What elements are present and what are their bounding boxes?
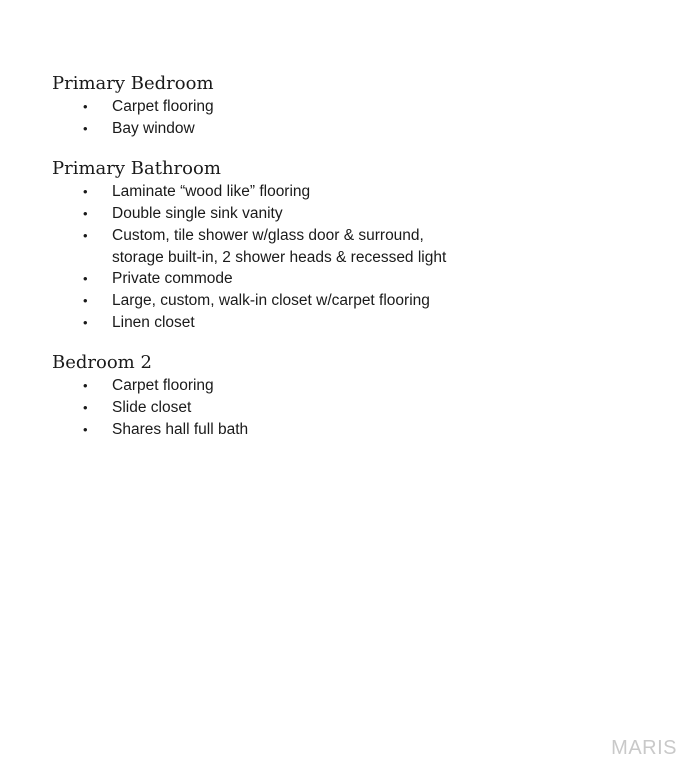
bullet-icon: • [83,400,88,416]
section-title: Primary Bathroom [52,158,221,180]
list-item: • Laminate “wood like” flooring [52,181,652,203]
bullet-icon: • [83,314,88,330]
section-title: Bedroom 2 [52,352,152,374]
bullet-icon: • [83,206,88,222]
bullet-icon: • [83,184,88,200]
feature-list [52,96,652,139]
list-item: • Carpet flooring [52,96,652,118]
list-item: • Private commode [52,268,652,290]
section-title: Primary Bedroom [52,73,214,94]
bullet-icon: • [83,271,88,287]
bullet-icon: • [83,99,88,114]
list-item: • Bay window [52,118,652,140]
list-item: • Slide closet [52,397,652,419]
list-item: • Custom, tile shower w/glass door & surround, storage built-in, 2 shower heads & recessed light [83,226,447,266]
list-item: • Double single sink vanity [52,203,652,225]
list-item: • Carpet flooring [52,375,652,397]
section-primary-bedroom [52,72,652,139]
list-item: • Shares hall full bath [52,419,652,441]
list-item: • Linen closet [52,312,652,334]
maris-watermark: MARIS [611,737,677,759]
section-bedroom-2 [52,351,652,440]
feature-list [52,181,652,333]
bullet-icon: • [83,378,88,394]
feature-list [52,375,652,440]
bullet-icon: • [83,292,88,308]
document-body [52,72,652,458]
bullet-icon: • [83,227,88,243]
bullet-icon: • [83,421,88,437]
list-item-continuation: storage built-in, 2 shower heads & recessed light [112,248,447,266]
section-primary-bathroom [52,157,652,333]
bullet-icon: • [83,120,88,136]
list-item: • Large, custom, walk-in closet w/carpet flooring [52,290,652,312]
